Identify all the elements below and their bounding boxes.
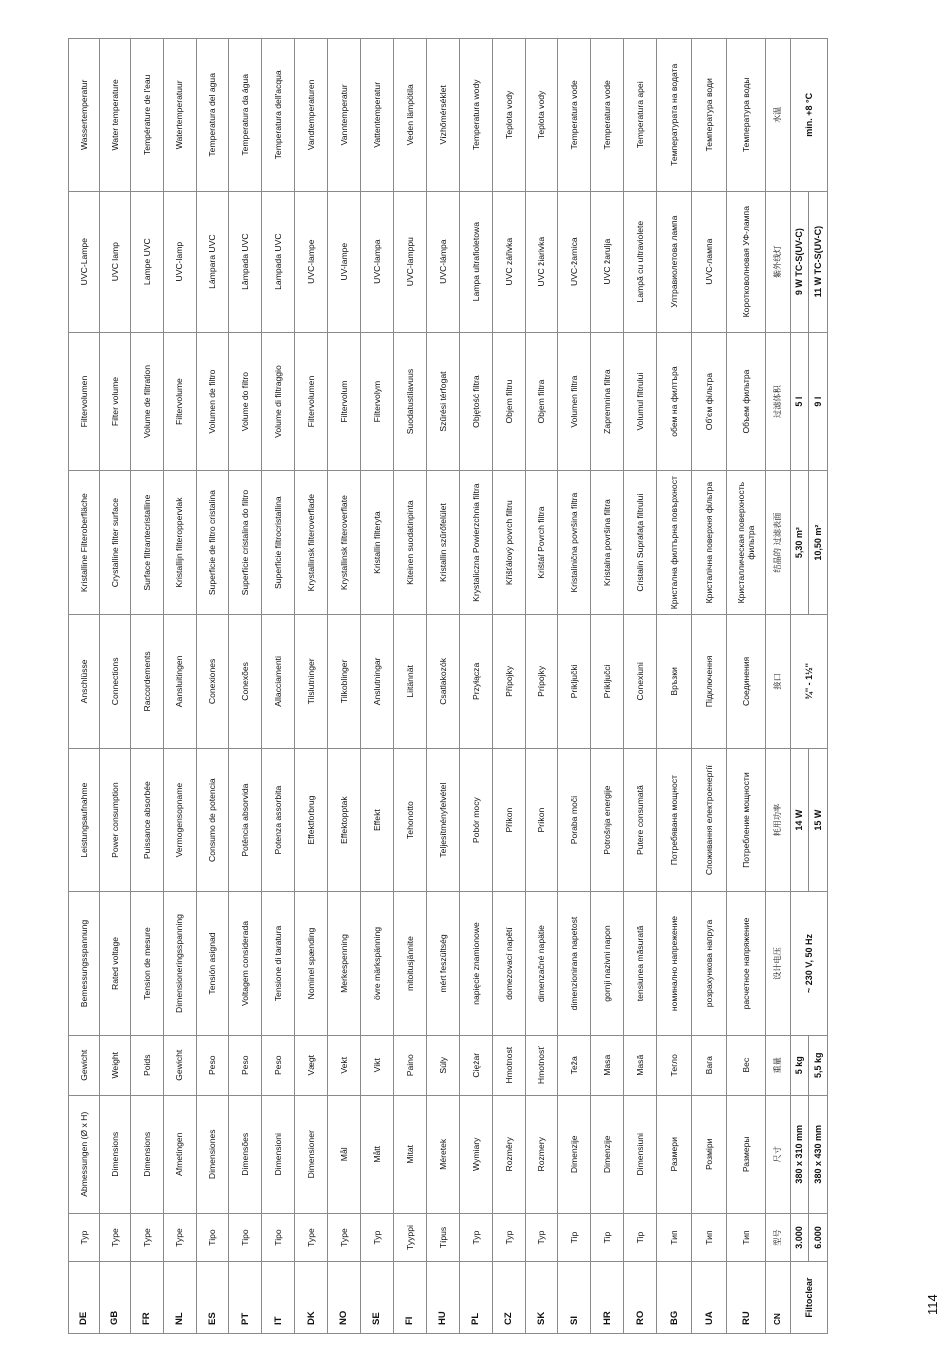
filter-surface-label: Krištáľ Povrch filtra (525, 471, 558, 614)
uvc-lamp-label: UVC žiarivka (525, 191, 558, 332)
language-code: IT (262, 1262, 295, 1334)
dimensions-label: Размеры (727, 1095, 766, 1213)
dimensions-label: Mått (361, 1095, 394, 1213)
language-code: HR (591, 1262, 624, 1334)
connections-label: Tilslutninger (295, 614, 328, 748)
uvc-lamp-label: UVC-лампа (692, 191, 727, 332)
type-label: Type (328, 1213, 361, 1262)
filter-surface-label: Crystalline filter surface (99, 471, 130, 614)
type-label: Tipo (262, 1213, 295, 1262)
filter-surface-values-value: 10,50 m² (808, 471, 827, 613)
rated-voltage-label: розрахункова напруга (692, 892, 727, 1035)
uvc-lamp-label: UVC-lámpa (426, 191, 459, 332)
language-code: SK (525, 1262, 558, 1334)
type-label: 型号 (766, 1213, 791, 1262)
language-code: SE (361, 1262, 394, 1334)
type-label: Type (130, 1213, 163, 1262)
spec-table-body (69, 39, 828, 1334)
weight-label: 重量 (766, 1035, 791, 1095)
weight-label: Vægt (295, 1035, 328, 1095)
water-temperature-label: Температура води (692, 39, 727, 192)
connections-label: Allacciamenti (262, 614, 295, 748)
filter-volume-label: Filtervolym (361, 332, 394, 471)
uvc-lamp-label: UVC-lamppu (393, 191, 426, 332)
table-row (295, 39, 328, 1334)
water-temperature-label: Teplota vody (525, 39, 558, 192)
dimensions-label: Dimensões (229, 1095, 262, 1213)
rated-voltage-label: mitoitusjännite (393, 892, 426, 1035)
power-consumption-label: Effekt (361, 748, 394, 891)
dimensions-values-value: 380 x 430 mm (808, 1096, 827, 1213)
table-row (459, 39, 492, 1334)
weight-label: Hmotnost (492, 1035, 525, 1095)
filter-volume-label: Объем фильтра (727, 332, 766, 471)
filter-volume-label: Objętość filtra (459, 332, 492, 471)
type-label: Typ (459, 1213, 492, 1262)
language-code: DK (295, 1262, 328, 1334)
uvc-lamp-label: UVC-žarnica (558, 191, 591, 332)
power-consumption-label: Effektforbrug (295, 748, 328, 891)
rated-voltage-label: dimenzionirana napetost (558, 892, 591, 1035)
connections-label: Connections (99, 614, 130, 748)
language-code: FI (393, 1262, 426, 1334)
power-consumption-label: Споживання електроенергії (692, 748, 727, 891)
filter-volume-label: Szűrési térfogat (426, 332, 459, 471)
language-code: NO (328, 1262, 361, 1334)
language-code: FR (130, 1262, 163, 1334)
uvc-lamp-label: Lâmpada UVC (229, 191, 262, 332)
filter-surface-label: Krystallinsk filteroverflade (295, 471, 328, 614)
language-code: BG (657, 1262, 692, 1334)
power-consumption-label: Príkon (525, 748, 558, 891)
filter-surface-label: Кристаллическая поверхность фильтра (727, 471, 766, 614)
type-label: Tip (558, 1213, 591, 1262)
type-label: Tip (624, 1213, 657, 1262)
dimensions-label: Abmessungen (Ø x H) (69, 1095, 100, 1213)
power-consumption-label: Potência absorvida (229, 748, 262, 891)
weight-label: Peso (196, 1035, 229, 1095)
weight-label: Teža (558, 1035, 591, 1095)
dimensions-label: Dimenzije (558, 1095, 591, 1213)
table-row (163, 39, 196, 1334)
table-row (624, 39, 657, 1334)
uvc-lamp-values-value: 11 W TC-S(UV-C) (808, 192, 827, 332)
weight-label: Gewicht (163, 1035, 196, 1095)
connections-label: Връзки (657, 614, 692, 748)
rated-voltage-label: Merkespenning (328, 892, 361, 1035)
weight-label: Masa (591, 1035, 624, 1095)
filter-surface-label: Krystallinsk filteroverflate (328, 471, 361, 614)
filter-volume-label: Zapremnina filtra (591, 332, 624, 471)
rated-voltage-label: Bemessungsspannung (69, 892, 100, 1035)
type-label: Tip (591, 1213, 624, 1262)
water-temperature-label: Vízhőmérséklet (426, 39, 459, 192)
type-values-value: 3.000 (794, 1226, 805, 1249)
weight-values-value: 5 kg (794, 1056, 805, 1075)
filter-surface-label: Superficie de filtro cristalina (196, 471, 229, 614)
water-temperature-label: Wassertemperatur (69, 39, 100, 192)
table-row (361, 39, 394, 1334)
filter-volume-label: Suodatustilavuus (393, 332, 426, 471)
table-row (130, 39, 163, 1334)
uvc-lamp-label: Lampă cu ultraviolete (624, 191, 657, 332)
uvc-lamp-label: UVC-Lampe (69, 191, 100, 332)
water-temperature-label: Water temperature (99, 39, 130, 192)
connections-label: Conexões (229, 614, 262, 748)
filter-surface-label: Kristalna površina filtra (591, 471, 624, 614)
filter-volume-label: Об'єм фільтра (692, 332, 727, 471)
power-consumption-label: Power consumption (99, 748, 130, 891)
product-row (790, 39, 827, 1334)
filter-volume-label: обем на филтъра (657, 332, 692, 471)
language-code: ES (196, 1262, 229, 1334)
table-row (492, 39, 525, 1334)
uvc-lamp-label: Ултравиолетова лампа (657, 191, 692, 332)
connections-label: Liitännät (393, 614, 426, 748)
language-code: NL (163, 1262, 196, 1334)
weight-label: Paino (393, 1035, 426, 1095)
rated-voltage-label: Dimensioneringsspanning (163, 892, 196, 1035)
filter-surface-label: Kristallin szűrőfelület (426, 471, 459, 614)
language-code: UA (692, 1262, 727, 1334)
language-code: CN (766, 1262, 791, 1334)
filter-surface-label: Krystaliczna Powierzchnia filtra (459, 471, 492, 614)
dimensions-label: Mål (328, 1095, 361, 1213)
water-temperature-label: Vandtemperaturen (295, 39, 328, 192)
filter-surface-label: Kristallijn filteroppervlak (163, 471, 196, 614)
table-row (69, 39, 100, 1334)
table-row (328, 39, 361, 1334)
power-consumption-label: Tehonotto (393, 748, 426, 891)
rated-voltage-label: Voltagem considerada (229, 892, 262, 1035)
uvc-lamp-label: UVC zářivka (492, 191, 525, 332)
water-temperature-label: Veden lämpötila (393, 39, 426, 192)
dimensions-label: Dimensioner (295, 1095, 328, 1213)
weight-label: Masă (624, 1035, 657, 1095)
water-temperature-label: Temperatura vode (591, 39, 624, 192)
language-code: DE (69, 1262, 100, 1334)
connections-label: Priključci (591, 614, 624, 748)
filter-surface-label: Cristalin Suprafața filtrului (624, 471, 657, 614)
water-temperature-label: Temperatura wody (459, 39, 492, 192)
water-temperature-label: Temperatura del agua (196, 39, 229, 192)
weight-label: Súly (426, 1035, 459, 1095)
type-label: Тип (692, 1213, 727, 1262)
connections-label: Přípojky (492, 614, 525, 748)
power-consumption-label: Příkon (492, 748, 525, 891)
power-consumption-label: Потребление мощности (727, 748, 766, 891)
type-label: Тип (727, 1213, 766, 1262)
filter-surface-label: 结晶的 过滤表面 (766, 471, 791, 614)
water-temperature-label: Vanntemperatur (328, 39, 361, 192)
water-temperature-label: Température de l'eau (130, 39, 163, 192)
uvc-lamp-label: UVC-lampe (295, 191, 328, 332)
weight-label: Тегло (657, 1035, 692, 1095)
water-temperature-value: min. +8 °C (790, 39, 827, 192)
type-label: Type (163, 1213, 196, 1262)
table-row (99, 39, 130, 1334)
water-temperature-label: Температурата на водата (657, 39, 692, 192)
dimensions-values-value: 380 x 310 mm (794, 1125, 805, 1184)
dimensions-label: Dimensions (130, 1095, 163, 1213)
weight-label: Peso (229, 1035, 262, 1095)
uvc-lamp-label: 紫外线灯 (766, 191, 791, 332)
filter-volume-label: Filtervolume (163, 332, 196, 471)
dimensions-label: Rozměry (492, 1095, 525, 1213)
connections-label: Anslutningar (361, 614, 394, 748)
connections-label: Raccordements (130, 614, 163, 748)
connections-label: Priključki (558, 614, 591, 748)
language-code: RU (727, 1262, 766, 1334)
filter-volume-label: Filtervolum (328, 332, 361, 471)
power-consumption-label: Leistungsaufnahme (69, 748, 100, 891)
type-values-value: 6.000 (808, 1214, 827, 1262)
power-consumption-label: Puissance absorbée (130, 748, 163, 891)
type-label: Tyyppi (393, 1213, 426, 1262)
type-label: Typ (492, 1213, 525, 1262)
type-label: Type (295, 1213, 328, 1262)
filter-surface-label: Kristallin filteryta (361, 471, 394, 614)
filter-volume-label: Objem filtru (492, 332, 525, 471)
filter-volume-label: Volumen filtra (558, 332, 591, 471)
water-temperature-label: Temperatura dell'acqua (262, 39, 295, 192)
filter-volume-label: Volume do filtro (229, 332, 262, 471)
weight-label: Ciężar (459, 1035, 492, 1095)
water-temperature-label: Watertemperatuur (163, 39, 196, 192)
weight-values (790, 1035, 827, 1095)
connections-label: Підключення (692, 614, 727, 748)
type-label: Tipo (229, 1213, 262, 1262)
table-row (262, 39, 295, 1334)
filter-surface-label: Křišťálový povrch filtru (492, 471, 525, 614)
uvc-lamp-label: Lampe UVC (130, 191, 163, 332)
weight-label: Вага (692, 1035, 727, 1095)
language-code: PT (229, 1262, 262, 1334)
connections-label: Соединения (727, 614, 766, 748)
water-temperature-label: Vattentemperatur (361, 39, 394, 192)
table-row (558, 39, 591, 1334)
table-row (525, 39, 558, 1334)
language-code: PL (459, 1262, 492, 1334)
dimensions-label: Размери (657, 1095, 692, 1213)
table-row (591, 39, 624, 1334)
filter-volume-label: Volume di filtraggio (262, 332, 295, 471)
type-label: Typ (361, 1213, 394, 1262)
rated-voltage-label: Tension de mesure (130, 892, 163, 1035)
weight-label: Vikt (361, 1035, 394, 1095)
language-code: GB (99, 1262, 130, 1334)
rated-voltage-label: 设计电压 (766, 892, 791, 1035)
type-values (790, 1213, 827, 1262)
table-row (727, 39, 766, 1334)
filter-surface-label: Kiteinen suodatinpinta (393, 471, 426, 614)
rated-voltage-label: расчетное напряжение (727, 892, 766, 1035)
type-label: Type (99, 1213, 130, 1262)
connections-label: Prípojky (525, 614, 558, 748)
filter-surface-label: Кристалічна поверхня фільтра (692, 471, 727, 614)
uvc-lamp-values-value: 9 W TC-S(UV-C) (794, 228, 805, 296)
dimensions-label: Wymiary (459, 1095, 492, 1213)
filter-volume-values-value: 9 l (808, 333, 827, 471)
rated-voltage-label: gornji nazivni napon (591, 892, 624, 1035)
weight-label: Weight (99, 1035, 130, 1095)
connections-label: Csatlakozók (426, 614, 459, 748)
filter-volume-values-value: 5 l (794, 396, 805, 407)
power-values-value: 14 W (794, 809, 805, 831)
rated-voltage-label: tensiunea măsurată (624, 892, 657, 1035)
weight-values-value: 5,5 kg (808, 1036, 827, 1095)
filter-surface-values (790, 471, 827, 614)
filter-surface-label: Superficie filtrocristallina (262, 471, 295, 614)
connections-label: 接口 (766, 614, 791, 748)
uvc-lamp-label: Коротковолновая УФ-лампа (727, 191, 766, 332)
dimensions-label: Dimensiuni (624, 1095, 657, 1213)
rated-voltage-label: Tensione di taratura (262, 892, 295, 1035)
rated-voltage-label: Tensión asignad (196, 892, 229, 1035)
dimensions-label: Afmetingen (163, 1095, 196, 1213)
uvc-lamp-label: UVC-lamp (163, 191, 196, 332)
filter-volume-label: Volumul filtrului (624, 332, 657, 471)
language-code: SI (558, 1262, 591, 1334)
dimensions-values (790, 1095, 827, 1213)
dimensions-label: Розміри (692, 1095, 727, 1213)
weight-label: Vekt (328, 1035, 361, 1095)
dimensions-label: 尺寸 (766, 1095, 791, 1213)
table-row (657, 39, 692, 1334)
filter-volume-values (790, 332, 827, 471)
uvc-lamp-label: UV-lampe (328, 191, 361, 332)
dimensions-label: Rozmery (525, 1095, 558, 1213)
power-consumption-label: Vermogensopname (163, 748, 196, 891)
power-consumption-label: 耗用功率 (766, 748, 791, 891)
filter-volume-label: Objem filtra (525, 332, 558, 471)
table-row (426, 39, 459, 1334)
filter-surface-label: Superfície cristalina do filtro (229, 471, 262, 614)
uvc-lamp-label: Lámpara UVC (196, 191, 229, 332)
type-label: Тип (657, 1213, 692, 1262)
dimensions-label: Dimenzije (591, 1095, 624, 1213)
dimensions-label: Mitat (393, 1095, 426, 1213)
type-label: Typ (69, 1213, 100, 1262)
rated-voltage-label: номинално напрежение (657, 892, 692, 1035)
water-temperature-label: Teplota vody (492, 39, 525, 192)
spec-table (68, 38, 828, 1334)
filter-volume-label: Volume de filtration (130, 332, 163, 471)
uvc-lamp-label: UVC-lampa (361, 191, 394, 332)
weight-label: Peso (262, 1035, 295, 1095)
power-consumption-label: Putere consumată (624, 748, 657, 891)
rated-voltage-label: mért feszültség (426, 892, 459, 1035)
power-consumption-label: Потребявана мощност (657, 748, 692, 891)
table-row (229, 39, 262, 1334)
power-consumption-label: Potrošnja energije (591, 748, 624, 891)
weight-label: Hmotnosť (525, 1035, 558, 1095)
rated-voltage-value: ~ 230 V, 50 Hz (790, 892, 827, 1035)
filter-volume-label: Volumen de filtro (196, 332, 229, 471)
rated-voltage-label: domezovací napětí (492, 892, 525, 1035)
power-consumption-label: Teljesítményfelvétel (426, 748, 459, 891)
filter-surface-values-value: 5,30 m² (794, 527, 805, 559)
water-temperature-label: Температура воды (727, 39, 766, 192)
uvc-lamp-label: UVC žarulja (591, 191, 624, 332)
power-consumption-label: Potenza assorbita (262, 748, 295, 891)
connections-label: Anschlüsse (69, 614, 100, 748)
language-code: CZ (492, 1262, 525, 1334)
uvc-lamp-label: Lampada UVC (262, 191, 295, 332)
rated-voltage-label: övre märkspänning (361, 892, 394, 1035)
connections-label: Przyłącza (459, 614, 492, 748)
filter-volume-label: Filtervolumen (69, 332, 100, 471)
filter-surface-label: Kristalinična površina filtra (558, 471, 591, 614)
dimensions-label: Dimensioni (262, 1095, 295, 1213)
connections-label: Tilkoblinger (328, 614, 361, 748)
uvc-lamp-label: Lampa ultrafioletowa (459, 191, 492, 332)
rated-voltage-label: Nominel spænding (295, 892, 328, 1035)
water-temperature-label: Temperatura da água (229, 39, 262, 192)
power-consumption-label: Effektopptak (328, 748, 361, 891)
rated-voltage-label: dimenzačné napätie (525, 892, 558, 1035)
water-temperature-label: Temperatura vode (558, 39, 591, 192)
weight-label: Gewicht (69, 1035, 100, 1095)
connections-value: ¾'' - 1½'' (790, 614, 827, 748)
power-consumption-label: Poraba moči (558, 748, 591, 891)
connections-label: Conexiones (196, 614, 229, 748)
table-row (393, 39, 426, 1334)
language-code: HU (426, 1262, 459, 1334)
table-row (692, 39, 727, 1334)
filter-volume-label: 过滤体积 (766, 332, 791, 471)
uvc-lamp-label: UVC lamp (99, 191, 130, 332)
weight-label: Вес (727, 1035, 766, 1095)
table-row (766, 39, 791, 1334)
product-name: Filtoclear (790, 1262, 827, 1334)
filter-volume-label: Filter volume (99, 332, 130, 471)
weight-label: Poids (130, 1035, 163, 1095)
power-consumption-label: Consumo de potencia (196, 748, 229, 891)
filter-surface-label: Surface filtrantecristalline (130, 471, 163, 614)
dimensions-label: Dimensiones (196, 1095, 229, 1213)
type-label: Tipo (196, 1213, 229, 1262)
type-label: Typ (525, 1213, 558, 1262)
power-values-value: 15 W (808, 749, 827, 891)
dimensions-label: Méretek (426, 1095, 459, 1213)
uvc-lamp-values (790, 191, 827, 332)
connections-label: Conexiuni (624, 614, 657, 748)
rated-voltage-label: Rated voltage (99, 892, 130, 1035)
water-temperature-label: Temperatura apei (624, 39, 657, 192)
filter-volume-label: Filtervolumen (295, 332, 328, 471)
table-row (196, 39, 229, 1334)
power-values (790, 748, 827, 891)
connections-label: Aansluitingen (163, 614, 196, 748)
type-label: Típus (426, 1213, 459, 1262)
page-number: 114 (925, 1294, 940, 1315)
rated-voltage-label: napięcie znamionowe (459, 892, 492, 1035)
filter-surface-label: Кристална филтърна повърхност (657, 471, 692, 614)
language-code: RO (624, 1262, 657, 1334)
filter-surface-label: Kristalline Filteroberfläche (69, 471, 100, 614)
power-consumption-label: Pobór mocy (459, 748, 492, 891)
water-temperature-label: 水温 (766, 39, 791, 192)
spec-table-rotated (68, 38, 828, 1334)
dimensions-label: Dimensions (99, 1095, 130, 1213)
